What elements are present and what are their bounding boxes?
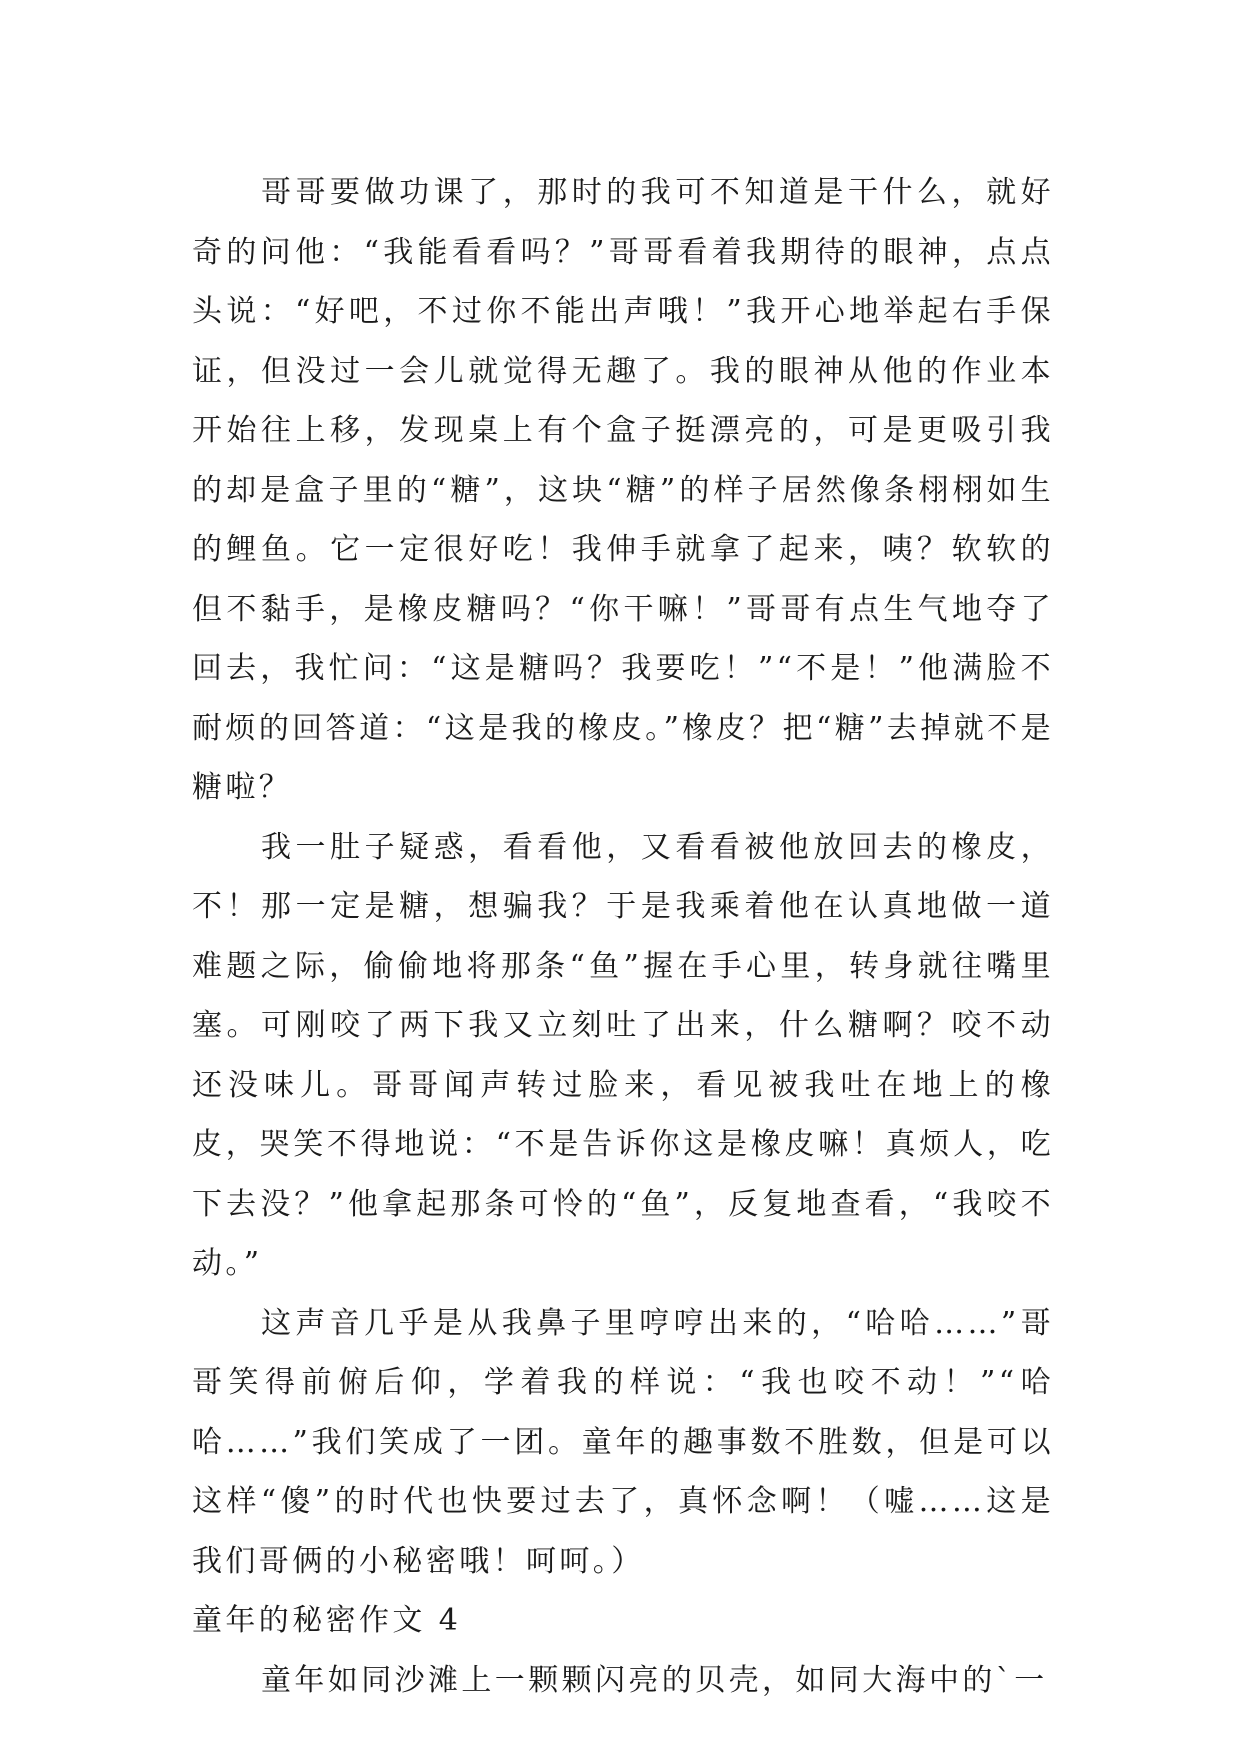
paragraph-2: 我一肚子疑惑，看看他，又看看被他放回去的橡皮，不！那一定是糖，想骗我？于是我乘着他在认真地做一道难题之际，偷偷地将那条“鱼”握在手心里，转身就往嘴里塞。可刚咬了两下我又立刻吐了出来，什么糖啊？咬不动还没味儿。哥哥闻声转过脸来，看见被我吐在地上的橡皮，哭笑不得地说：“不是告诉你这是橡皮嘛！真烦人，吃下去没？”他拿起那条可怜的“鱼”，反复地查看，“我咬不动。” [192,829,1054,1281]
document-body [192,163,1054,1710]
paragraph-3: 这声音几乎是从我鼻子里哼哼出来的，“哈哈……”哥哥笑得前俯后仰，学着我的样说：“我也咬不动！”“哈哈……”我们笑成了一团。童年的趣事数不胜数，但是可以这样“傻”的时代也快要过去了，真怀念啊！（嘘……这是我们哥俩的小秘密哦！呵呵。） [192,1305,1054,1579]
section-heading: 童年的秘密作文 4 [192,1603,462,1638]
paragraph-4: 童年如同沙滩上一颗颗闪亮的贝壳，如同大海中的`一 [261,1662,1048,1698]
paragraph-1: 哥哥要做功课了，那时的我可不知道是干什么，就好奇的问他：“我能看看吗？”哥哥看着我期待的眼神，点点头说：“好吧，不过你不能出声哦！”我开心地举起右手保证，但没过一会儿就觉得无趣了。我的眼神从他的作业本开始往上移，发现桌上有个盒子挺漂亮的，可是更吸引我的却是盒子里的“糖”，这块“糖”的样子居然像条栩栩如生的鲤鱼。它一定很好吃！我伸手就拿了起来，咦？软软的但不黏手，是橡皮糖吗？“你干嘛！”哥哥有点生气地夺了回去，我忙问：“这是糖吗？我要吃！”“不是！”他满脸不耐烦的回答道：“这是我的橡皮。”橡皮？把“糖”去掉就不是糖啦？ [192,175,1054,805]
